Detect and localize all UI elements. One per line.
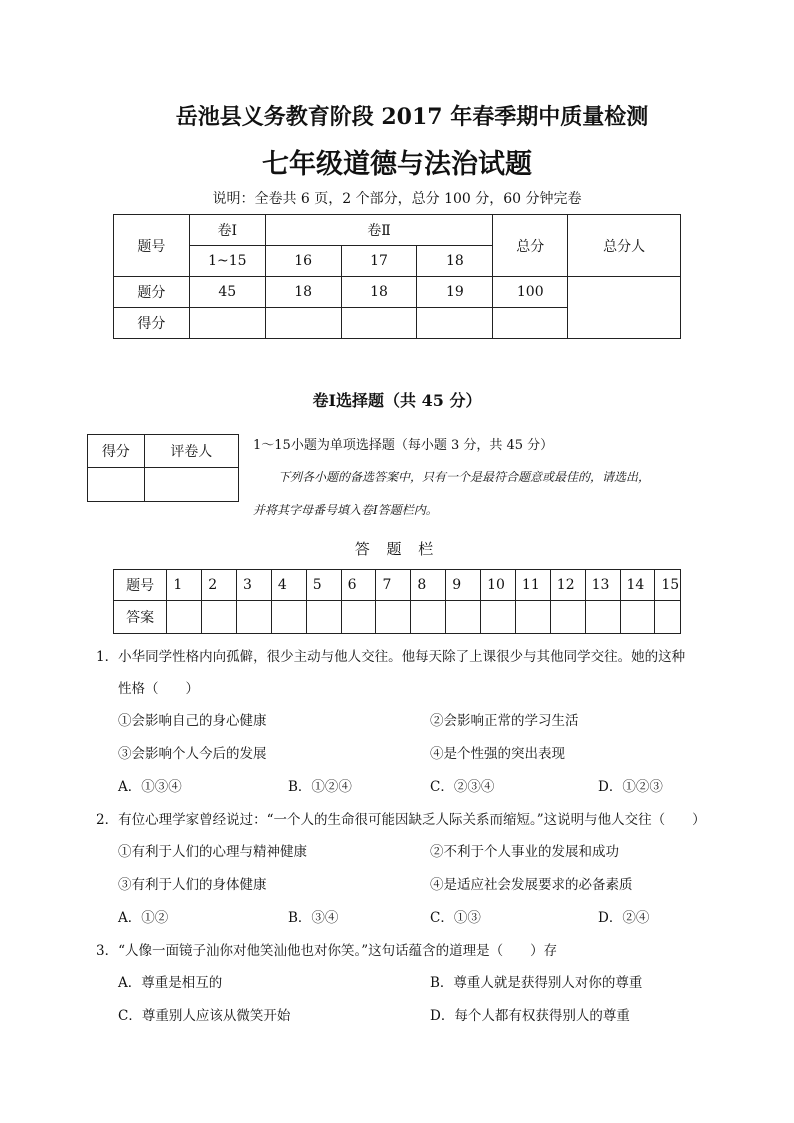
answer-cell[interactable] [446,601,481,634]
question-1-statement: ②会影响正常的学习生活 [430,713,579,729]
question-3-option-a[interactable]: A．尊重是相互的 [118,975,223,991]
answer-num: 15 [655,570,681,601]
answer-row-label-ans: 答案 [114,601,167,634]
header-tihao: 题号 [114,215,190,277]
header-range: 1~15 [189,246,265,277]
question-1-statement: ④是个性强的突出表现 [430,746,565,762]
grader-box-score-cell[interactable] [88,468,145,502]
question-3-option-c[interactable]: C．尊重别人应该从微笑开始 [118,1008,291,1024]
question-2-stem: 2．有位心理学家曾经说过：“一个人的生命很可能因缺乏人际关系而缩短。”这说明与他人交往（ ） [96,812,706,828]
answer-cell[interactable] [655,601,681,634]
answer-num: 4 [271,570,306,601]
question-3-option-b[interactable]: B．尊重人就是获得别人对你的尊重 [430,975,643,991]
question-2-option-c[interactable]: C．①③ [430,910,481,926]
section-instruction-detail: 下列各小题的备选答案中，只有一个是最符合题意或最佳的，请选出， [278,470,651,484]
question-1-stem-cont: 性格（ ） [118,681,199,697]
answer-cell[interactable] [620,601,655,634]
exam-subject-title: 七年级道德与法治试题 [262,149,532,180]
score-q17[interactable] [341,308,417,339]
question-2-statement: ④是适应社会发展要求的必备素质 [430,877,633,893]
answer-row-label-num: 题号 [114,570,167,601]
answer-sheet-answer-row [114,601,681,634]
header-grader: 总分人 [568,215,681,277]
points-total: 100 [493,277,568,308]
answer-cell[interactable] [167,601,202,634]
grader-box-score-label: 得分 [88,435,145,468]
answer-sheet-number-row [114,570,681,601]
question-1-option-d[interactable]: D．①②③ [598,779,663,795]
header-q18: 18 [417,246,493,277]
answer-sheet-title: 答 题 栏 [354,540,440,558]
question-1-statement: ③会影响个人今后的发展 [118,746,267,762]
question-2-statement: ②不利于个人事业的发展和成功 [430,844,619,860]
answer-cell[interactable] [550,601,585,634]
score-q18[interactable] [417,308,493,339]
answer-num: 10 [481,570,516,601]
question-1-stem: 1．小华同学性格内向孤僻，很少主动与他人交往。他每天除了上课很少与其他同学交往。她的这种 [96,649,686,665]
points-juan1: 45 [189,277,265,308]
question-2-option-b[interactable]: B．③④ [288,910,339,926]
question-2-option-d[interactable]: D．②④ [598,910,650,926]
grader-box-person-cell[interactable] [144,468,238,502]
answer-cell[interactable] [515,601,550,634]
row-label-score: 得分 [114,308,190,339]
answer-cell[interactable] [271,601,306,634]
answer-num: 13 [585,570,620,601]
answer-cell[interactable] [237,601,272,634]
score-summary-table [113,214,681,339]
question-2-statement: ③有利于人们的身体健康 [118,877,267,893]
grader-box-person-label: 评卷人 [144,435,238,468]
grader-box [87,434,239,502]
grader-signature-cell[interactable] [568,277,681,339]
answer-cell[interactable] [376,601,411,634]
section-instruction: 1～15小题为单项选择题（每小题 3 分，共 45 分） [253,438,554,453]
row-label-points: 题分 [114,277,190,308]
answer-num: 8 [411,570,446,601]
answer-num: 5 [306,570,341,601]
points-q16: 18 [265,277,341,308]
points-q18: 19 [417,277,493,308]
header-juan2: 卷Ⅱ [265,215,493,246]
header-q16: 16 [265,246,341,277]
score-total[interactable] [493,308,568,339]
header-total: 总分 [493,215,568,277]
answer-num: 12 [550,570,585,601]
score-juan1[interactable] [189,308,265,339]
answer-cell[interactable] [202,601,237,634]
answer-cell[interactable] [481,601,516,634]
answer-cell[interactable] [306,601,341,634]
points-q17: 18 [341,277,417,308]
answer-num: 9 [446,570,481,601]
answer-num: 3 [237,570,272,601]
answer-num: 2 [202,570,237,601]
section-instruction-detail-2: 并将其字母番号填入卷Ⅰ答题栏内。 [253,503,438,517]
answer-cell[interactable] [585,601,620,634]
answer-cell[interactable] [341,601,376,634]
answer-num: 6 [341,570,376,601]
question-1-option-b[interactable]: B．①②④ [288,779,352,795]
answer-num: 1 [167,570,202,601]
answer-num: 11 [515,570,550,601]
question-3-option-d[interactable]: D．每个人都有权获得别人的尊重 [430,1008,630,1024]
question-2-option-a[interactable]: A．①② [118,910,169,926]
question-2-statement: ①有利于人们的心理与精神健康 [118,844,307,860]
question-1-option-c[interactable]: C．②③④ [430,779,495,795]
header-juan1: 卷Ⅰ [189,215,265,246]
question-1-statement: ①会影响自己的身心健康 [118,713,267,729]
answer-num: 14 [620,570,655,601]
score-q16[interactable] [265,308,341,339]
question-3-stem: 3．“人像一面镜子汕你对他笑汕他也对你笑。”这句话蕴含的道理是（ ）存 [96,943,558,959]
answer-num: 7 [376,570,411,601]
exam-title: 岳池县义务教育阶段 2017 年春季期中质量检测 [175,104,649,130]
section-title: 卷Ⅰ选择题（共 45 分） [312,391,482,410]
question-1-option-a[interactable]: A．①③④ [118,779,182,795]
answer-sheet-table [113,569,681,634]
exam-instructions: 说明：全卷共 6 页，2 个部分，总分 100 分，60 分钟完卷 [212,191,582,207]
header-q17: 17 [341,246,417,277]
answer-cell[interactable] [411,601,446,634]
